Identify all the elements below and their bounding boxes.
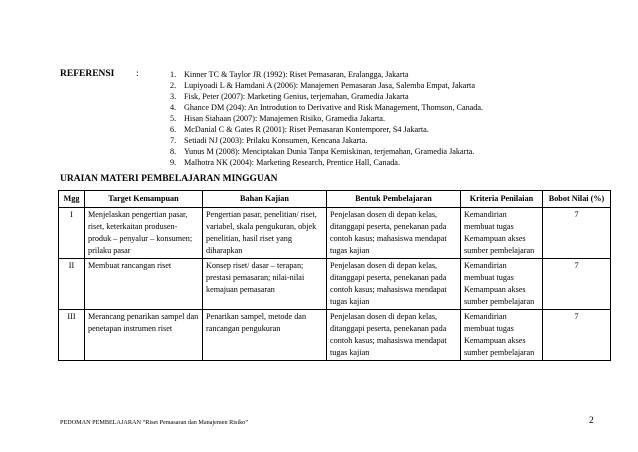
reference-text: Yunus M (2008): Menciptakan Dunia Tanpa Kemiskinan, terjemahan, Gramedia Jakarta. [184, 147, 475, 156]
cell-bentuk: Penjelasan dosen di depan kelas, ditanggapi peserta, penekanan pada contoh kasus; mahasiswa mendapat tugas kajian [327, 259, 461, 310]
reference-text: McDanial C & Gates R (2001): Riset Pemasaran Kontemporer, S4 Jakarta. [184, 125, 429, 134]
cell-mgg: II [59, 259, 85, 310]
reference-text: Malhotra NK (2004): Marketing Research, Prentice Hall, Canada. [184, 158, 400, 167]
reference-item [170, 146, 483, 157]
reference-text: Hisan Siahaan (2007): Manajemen Risiko, Gramedia Jakarta. [184, 114, 385, 123]
header-bobot-nilai: Bobot Nilai (%) [543, 191, 611, 208]
reference-list [170, 69, 483, 168]
referensi-label: REFERENSI [60, 69, 115, 79]
reference-number: 8. [170, 147, 177, 156]
reference-number: 4. [170, 103, 177, 112]
weekly-plan-table [58, 190, 611, 361]
reference-number: 3. [170, 92, 177, 101]
cell-bentuk: Penjelasan dosen di depan kelas, ditanggapi peserta, penekanan pada contoh kasus; mahasiswa mendapat tugas kajian [327, 208, 461, 259]
section-title: URAIAN MATERI PEMBELAJARAN MINGGUAN [60, 174, 278, 184]
reference-item [170, 102, 483, 113]
referensi-colon: : [136, 69, 139, 79]
reference-number: 9. [170, 158, 177, 167]
reference-item [170, 113, 483, 124]
cell-bentuk: Penjelasan dosen di depan kelas, ditanggapi peserta, penekanan pada contoh kasus; mahasiswa mendapat tugas kajian [327, 310, 461, 361]
reference-item [170, 80, 483, 91]
reference-text: Ghance DM (204): An Introdution to Derivative and Risk Management, Thomson, Canada. [184, 103, 484, 112]
cell-target: Merancang penarikan sampel dan penetapan instrumen riset [85, 310, 203, 361]
reference-item [170, 157, 483, 168]
header-target-kemampuan: Target Kemampuan [85, 191, 203, 208]
header-mgg: Mgg [59, 191, 85, 208]
reference-number: 7. [170, 136, 177, 145]
reference-number: 6. [170, 125, 177, 134]
reference-text: Lupiyoadi L & Hamdani A (2006): Manajemen Pemasaran Jasa, Salemba Empat, Jakarta [184, 81, 475, 90]
cell-bobot: 7 [543, 208, 611, 259]
cell-mgg: I [59, 208, 85, 259]
table-row [59, 208, 611, 259]
reference-text: Fisk, Peter (2007): Marketing Genius, terjemahan, Gramedia Jakarta [184, 92, 409, 101]
cell-bobot: 7 [543, 310, 611, 361]
reference-number: 5. [170, 114, 177, 123]
reference-text: Setiadi NJ (2003): Prilaku Konsumen, Kencana Jakarta. [184, 136, 368, 145]
cell-bahan: Konsep riset/ dasar – terapan; prestasi pemasaran; nilai-nilai kemajuan pemasaran [203, 259, 327, 310]
cell-kriteria: Kemandirian membuat tugas Kemampuan akses sumber pembelajaran [461, 208, 543, 259]
header-bahan-kajian: Bahan Kajian [203, 191, 327, 208]
cell-bahan: Pengertian pasar, penelitian/ riset, variabel, skala pengukuran, objek penelitian, hasil riset yang diharapkan [203, 208, 327, 259]
table-header-row [59, 191, 611, 208]
reference-item [170, 124, 483, 135]
cell-target: Membuat rancangan riset [85, 259, 203, 310]
reference-item [170, 69, 483, 80]
table-row [59, 310, 611, 361]
header-bentuk-pembelajaran: Bentuk Pembelajaran [327, 191, 461, 208]
page-number: 2 [589, 416, 594, 426]
table-row [59, 259, 611, 310]
reference-text: Kinner TC & Taylor JR (1992): Riset Pemasaran, Eralangga, Jakarta [184, 70, 409, 79]
footer-text: PEDOMAN PEMBELAJARAN “Riset Pemasaran dan Manajemen Risiko” [60, 419, 249, 426]
cell-mgg: III [59, 310, 85, 361]
reference-item [170, 135, 483, 146]
cell-target: Menjelaskan pengertian pasar, riset, keterkaitan produsen-produk – penyalur – konsumen; prilaku pasar [85, 208, 203, 259]
reference-number: 1. [170, 70, 177, 79]
reference-number: 2. [170, 81, 177, 90]
cell-kriteria: Kemandirian membuat tugas Kemampuan akses sumber pembelajaran [461, 310, 543, 361]
cell-bobot: 7 [543, 259, 611, 310]
header-kriteria-penilaian: Kriteria Penilaian [461, 191, 543, 208]
cell-bahan: Penarikan sampel, metode dan rancangan pengukuran [203, 310, 327, 361]
cell-kriteria: Kemandirian membuat tugas Kemampuan akses sumber pembelajaran [461, 259, 543, 310]
reference-item [170, 91, 483, 102]
